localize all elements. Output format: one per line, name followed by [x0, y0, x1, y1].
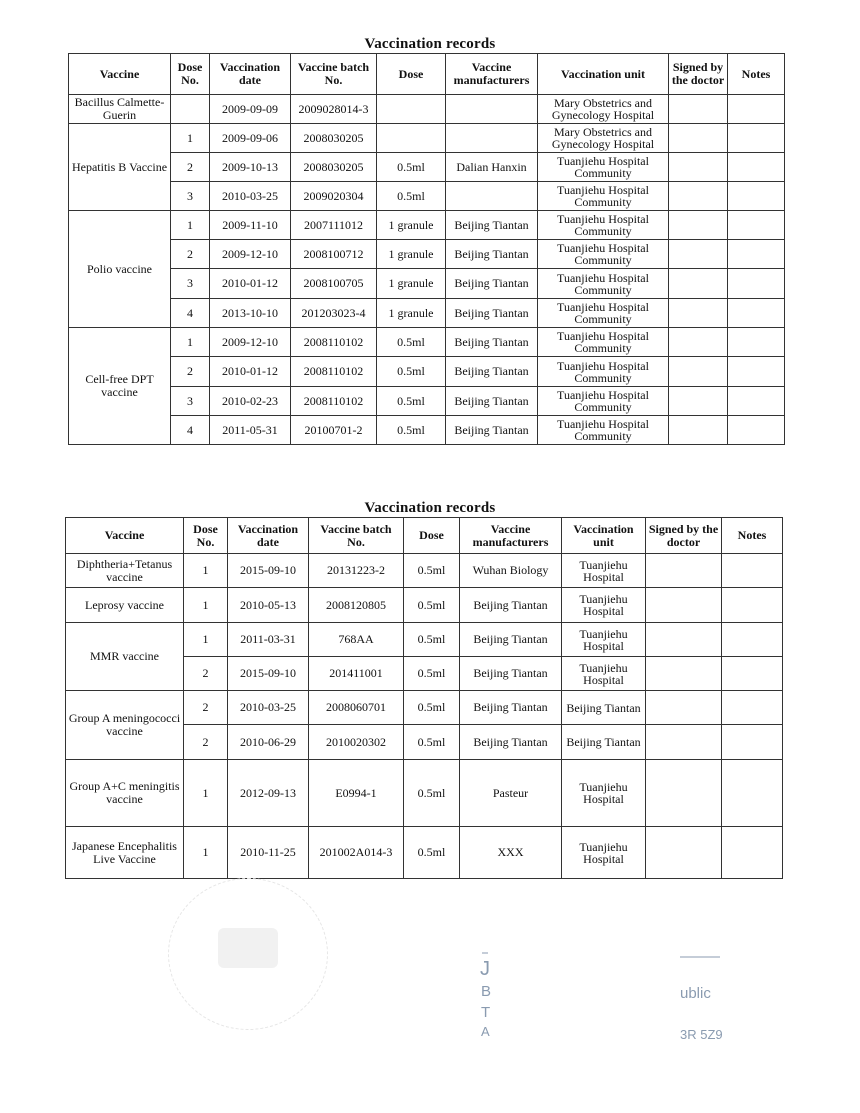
dose-number-cell: 1 — [184, 623, 228, 657]
dose-number-cell: 2 — [171, 357, 210, 387]
vaccination-date-cell: 2010-02-23 — [210, 387, 291, 416]
table-row — [69, 124, 785, 153]
dose-cell: 0.5ml — [404, 623, 460, 657]
dose-number-cell: 2 — [171, 240, 210, 269]
vaccination-unit-cell: Tuanjiehu Hospital — [562, 588, 646, 623]
vaccination-unit-cell: Tuanjiehu Hospital Community — [538, 153, 669, 182]
doctor-signature-cell — [646, 691, 722, 725]
header-cell: Dose No. — [184, 518, 228, 554]
manufacturer-cell: Beijing Tiantan — [460, 725, 562, 760]
batch-number-cell: 2008030205 — [291, 124, 377, 153]
notes-cell — [728, 387, 785, 416]
dose-number-cell: 1 — [184, 760, 228, 827]
vaccination-date-cell: 2013-10-10 — [210, 299, 291, 328]
notes-cell — [728, 269, 785, 299]
vaccination-unit-cell: Mary Obstetrics and Gynecology Hospital — [538, 124, 669, 153]
batch-number-cell: 2007111012 — [291, 211, 377, 240]
notes-cell — [728, 95, 785, 124]
header-cell: Vaccine batch No. — [309, 518, 404, 554]
vaccination-unit-cell: Tuanjiehu Hospital — [562, 623, 646, 657]
vaccination-unit-cell: Beijing Tiantan — [562, 691, 646, 725]
vaccine-name-cell: Japanese Encephalitis Live Vaccine — [66, 827, 184, 879]
batch-number-cell: 201203023-4 — [291, 299, 377, 328]
manufacturer-cell: XXX — [460, 827, 562, 879]
table-row — [69, 95, 785, 124]
vaccination-date-cell: 2009-12-10 — [210, 328, 291, 357]
vaccination-date-cell: 2009-12-10 — [210, 240, 291, 269]
dose-cell: 0.5ml — [404, 657, 460, 691]
fragment-left-2: T — [481, 1004, 491, 1021]
vaccination-date-cell: 2009-09-09 — [210, 95, 291, 124]
table-row — [69, 153, 785, 182]
table-row — [66, 691, 783, 725]
batch-number-cell: 2008110102 — [291, 387, 377, 416]
manufacturer-cell: Dalian Hanxin — [446, 153, 538, 182]
table-row — [69, 240, 785, 269]
dose-number-cell — [171, 95, 210, 124]
vaccination-date-cell: 2009-11-10 — [210, 211, 291, 240]
manufacturer-cell — [446, 182, 538, 211]
batch-number-cell: 2008030205 — [291, 153, 377, 182]
dose-number-cell: 2 — [184, 725, 228, 760]
header-cell: Vaccine — [66, 518, 184, 554]
vaccine-name-cell: Bacillus Calmette-Guerin — [69, 95, 171, 124]
table-row — [69, 299, 785, 328]
doctor-signature-cell — [646, 657, 722, 691]
vaccine-name-cell: MMR vaccine — [66, 623, 184, 691]
header-cell: Vaccine batch No. — [291, 54, 377, 95]
notes-cell — [722, 657, 783, 691]
table-row — [69, 182, 785, 211]
manufacturer-cell: Beijing Tiantan — [446, 299, 538, 328]
table-row — [66, 827, 783, 879]
table-row — [69, 211, 785, 240]
header-cell: Notes — [722, 518, 783, 554]
doctor-signature-cell — [669, 124, 728, 153]
doctor-signature-cell — [669, 416, 728, 445]
notes-cell — [728, 182, 785, 211]
batch-number-cell: 201411001 — [309, 657, 404, 691]
dose-number-cell: 1 — [184, 588, 228, 623]
header-cell: Dose — [377, 54, 446, 95]
vaccine-name-cell: Leprosy vaccine — [66, 588, 184, 623]
doctor-signature-cell — [669, 357, 728, 387]
record2-table — [65, 517, 783, 879]
header-cell: Signed by the doctor — [669, 54, 728, 95]
vaccination-date-cell: 2010-03-25 — [228, 691, 309, 725]
vaccination-unit-cell: Tuanjiehu Hospital Community — [538, 240, 669, 269]
table-row — [66, 554, 783, 588]
vaccination-unit-cell: Tuanjiehu Hospital Community — [538, 299, 669, 328]
vaccination-date-cell: 2010-05-13 — [228, 588, 309, 623]
batch-number-cell: 2008100712 — [291, 240, 377, 269]
doctor-signature-cell — [669, 211, 728, 240]
vaccination-date-cell: 2015-09-10 — [228, 554, 309, 588]
doctor-signature-cell — [669, 182, 728, 211]
notes-cell — [722, 588, 783, 623]
dose-cell: 0.5ml — [377, 182, 446, 211]
dose-cell: 0.5ml — [377, 153, 446, 182]
notes-cell — [728, 328, 785, 357]
vaccination-unit-cell: Tuanjiehu Hospital Community — [538, 211, 669, 240]
vaccine-name-cell: Hepatitis B Vaccine — [69, 124, 171, 211]
header-row — [66, 518, 783, 554]
header-row — [69, 54, 785, 95]
batch-number-cell: 2009028014-3 — [291, 95, 377, 124]
vaccination-unit-cell: Mary Obstetrics and Gynecology Hospital — [538, 95, 669, 124]
vaccination-unit-cell: Tuanjiehu Hospital Community — [538, 269, 669, 299]
batch-number-cell: 2008060701 — [309, 691, 404, 725]
header-cell: Vaccine manufacturers — [460, 518, 562, 554]
vaccination-date-cell: 2010-11-25 — [228, 827, 309, 879]
vaccination-unit-cell: Beijing Tiantan — [562, 725, 646, 760]
notes-cell — [722, 623, 783, 657]
header-cell: Vaccine manufacturers — [446, 54, 538, 95]
doctor-signature-cell — [669, 240, 728, 269]
batch-number-cell: 2010020302 — [309, 725, 404, 760]
dose-number-cell: 1 — [171, 328, 210, 357]
doctor-signature-cell — [669, 153, 728, 182]
header-cell: Notes — [728, 54, 785, 95]
doctor-signature-cell — [669, 299, 728, 328]
vaccination-date-cell: 2010-06-29 — [228, 725, 309, 760]
manufacturer-cell: Beijing Tiantan — [446, 357, 538, 387]
fragment-left-1: B — [481, 983, 492, 1000]
record2-title: Vaccination records — [364, 500, 496, 516]
doctor-signature-cell — [646, 725, 722, 760]
manufacturer-cell: Beijing Tiantan — [446, 328, 538, 357]
vaccine-name-cell: Group A+C meningitis vaccine — [66, 760, 184, 827]
dose-number-cell: 1 — [171, 211, 210, 240]
header-cell: Vaccine — [69, 54, 171, 95]
dose-number-cell: 4 — [171, 416, 210, 445]
vaccination-unit-cell: Tuanjiehu Hospital Community — [538, 328, 669, 357]
header-cell: Vaccination unit — [538, 54, 669, 95]
notes-cell — [722, 760, 783, 827]
dose-cell — [377, 95, 446, 124]
dose-number-cell: 3 — [171, 269, 210, 299]
vaccination-date-cell: 2009-10-13 — [210, 153, 291, 182]
dose-cell: 0.5ml — [404, 827, 460, 879]
manufacturer-cell: Beijing Tiantan — [446, 240, 538, 269]
header-cell: Dose — [404, 518, 460, 554]
notes-cell — [728, 299, 785, 328]
batch-number-cell: E0994-1 — [309, 760, 404, 827]
notes-cell — [728, 153, 785, 182]
batch-number-cell: 20131223-2 — [309, 554, 404, 588]
doctor-signature-cell — [646, 554, 722, 588]
vaccine-name-cell: Cell-free DPT vaccine — [69, 328, 171, 445]
dose-number-cell: 2 — [184, 691, 228, 725]
doctor-signature-cell — [669, 269, 728, 299]
doctor-signature-cell — [669, 328, 728, 357]
vaccination-date-cell: 2015-09-10 — [228, 657, 309, 691]
notes-cell — [728, 416, 785, 445]
notes-cell — [728, 124, 785, 153]
doctor-signature-cell — [669, 95, 728, 124]
notes-cell — [728, 357, 785, 387]
table-row — [66, 588, 783, 623]
vaccination-date-cell: 2011-05-31 — [210, 416, 291, 445]
dose-cell: 0.5ml — [377, 387, 446, 416]
manufacturer-cell — [446, 95, 538, 124]
vaccination-unit-cell: Tuanjiehu Hospital Community — [538, 387, 669, 416]
header-cell: Dose No. — [171, 54, 210, 95]
vaccination-unit-cell: Tuanjiehu Hospital — [562, 554, 646, 588]
dose-number-cell: 1 — [184, 554, 228, 588]
dose-number-cell: 2 — [171, 153, 210, 182]
dose-cell: 0.5ml — [404, 588, 460, 623]
notes-cell — [722, 827, 783, 879]
manufacturer-cell: Beijing Tiantan — [446, 387, 538, 416]
vaccination-unit-cell: Tuanjiehu Hospital Community — [538, 416, 669, 445]
dose-number-cell: 1 — [171, 124, 210, 153]
header-cell: Vaccination date — [210, 54, 291, 95]
header-cell: Signed by the doctor — [646, 518, 722, 554]
manufacturer-cell: Wuhan Biology — [460, 554, 562, 588]
fragment-bar-right — [680, 956, 720, 958]
table-row — [69, 269, 785, 299]
dose-cell: 1 granule — [377, 240, 446, 269]
manufacturer-cell: Beijing Tiantan — [460, 691, 562, 725]
dose-number-cell: 3 — [171, 387, 210, 416]
doctor-signature-cell — [646, 623, 722, 657]
table-row — [69, 416, 785, 445]
manufacturer-cell: Beijing Tiantan — [446, 416, 538, 445]
record1-title: Vaccination records — [364, 36, 496, 52]
batch-number-cell: 20100701-2 — [291, 416, 377, 445]
table-row — [66, 623, 783, 657]
batch-number-cell: 2008100705 — [291, 269, 377, 299]
vaccination-unit-cell: Tuanjiehu Hospital — [562, 827, 646, 879]
vaccination-unit-cell: Tuanjiehu Hospital — [562, 657, 646, 691]
dose-number-cell: 4 — [171, 299, 210, 328]
batch-number-cell: 2009020304 — [291, 182, 377, 211]
dose-number-cell: 3 — [171, 182, 210, 211]
dose-cell: 0.5ml — [377, 357, 446, 387]
notes-cell — [722, 691, 783, 725]
dose-number-cell: 2 — [184, 657, 228, 691]
vaccination-unit-cell: Tuanjiehu Hospital Community — [538, 357, 669, 387]
header-cell: Vaccination date — [228, 518, 309, 554]
vaccine-name-cell: Polio vaccine — [69, 211, 171, 328]
header-cell: Vaccination unit — [562, 518, 646, 554]
manufacturer-cell: Beijing Tiantan — [460, 657, 562, 691]
dose-cell: 0.5ml — [404, 691, 460, 725]
vaccination-unit-cell: Tuanjiehu Hospital Community — [538, 182, 669, 211]
fragment-bar-left — [482, 952, 488, 954]
manufacturer-cell: Pasteur — [460, 760, 562, 827]
notes-cell — [728, 211, 785, 240]
manufacturer-cell: Beijing Tiantan — [446, 211, 538, 240]
table-row — [69, 328, 785, 357]
batch-number-cell: 201002A014-3 — [309, 827, 404, 879]
vaccination-date-cell: 2011-03-31 — [228, 623, 309, 657]
fragment-left-3: A — [481, 1024, 490, 1039]
dose-cell — [377, 124, 446, 153]
vaccination-date-cell: 2009-09-06 — [210, 124, 291, 153]
vaccination-date-cell: 2012-09-13 — [228, 760, 309, 827]
dose-cell: 0.5ml — [404, 725, 460, 760]
batch-number-cell: 2008110102 — [291, 357, 377, 387]
table-row — [69, 387, 785, 416]
vaccination-date-cell: 2010-03-25 — [210, 182, 291, 211]
manufacturer-cell: Beijing Tiantan — [460, 623, 562, 657]
dose-cell: 0.5ml — [404, 760, 460, 827]
dose-cell: 0.5ml — [377, 416, 446, 445]
fragment-left-0: J — [480, 958, 490, 980]
dose-cell: 0.5ml — [404, 554, 460, 588]
manufacturer-cell: Beijing Tiantan — [446, 269, 538, 299]
batch-number-cell: 768AA — [309, 623, 404, 657]
table-row — [69, 357, 785, 387]
dose-cell: 1 granule — [377, 211, 446, 240]
fragment-right-0: ublic — [680, 985, 711, 1002]
manufacturer-cell — [446, 124, 538, 153]
vaccination-date-cell: 2010-01-12 — [210, 357, 291, 387]
doctor-signature-cell — [646, 760, 722, 827]
faded-stamp-center — [218, 928, 278, 968]
vaccine-name-cell: Diphtheria+Tetanus vaccine — [66, 554, 184, 588]
vaccine-name-cell: Group A meningococci vaccine — [66, 691, 184, 760]
notes-cell — [722, 554, 783, 588]
notes-cell — [722, 725, 783, 760]
doctor-signature-cell — [646, 827, 722, 879]
batch-number-cell: 2008110102 — [291, 328, 377, 357]
dose-cell: 1 granule — [377, 269, 446, 299]
vaccination-unit-cell: Tuanjiehu Hospital — [562, 760, 646, 827]
dose-cell: 1 granule — [377, 299, 446, 328]
dose-cell: 0.5ml — [377, 328, 446, 357]
fragment-right-1: 3R 5Z9 — [680, 1027, 723, 1042]
manufacturer-cell: Beijing Tiantan — [460, 588, 562, 623]
batch-number-cell: 2008120805 — [309, 588, 404, 623]
doctor-signature-cell — [646, 588, 722, 623]
dose-number-cell: 1 — [184, 827, 228, 879]
record1-table — [68, 53, 785, 445]
doctor-signature-cell — [669, 387, 728, 416]
notes-cell — [728, 240, 785, 269]
table-row — [66, 760, 783, 827]
vaccination-date-cell: 2010-01-12 — [210, 269, 291, 299]
